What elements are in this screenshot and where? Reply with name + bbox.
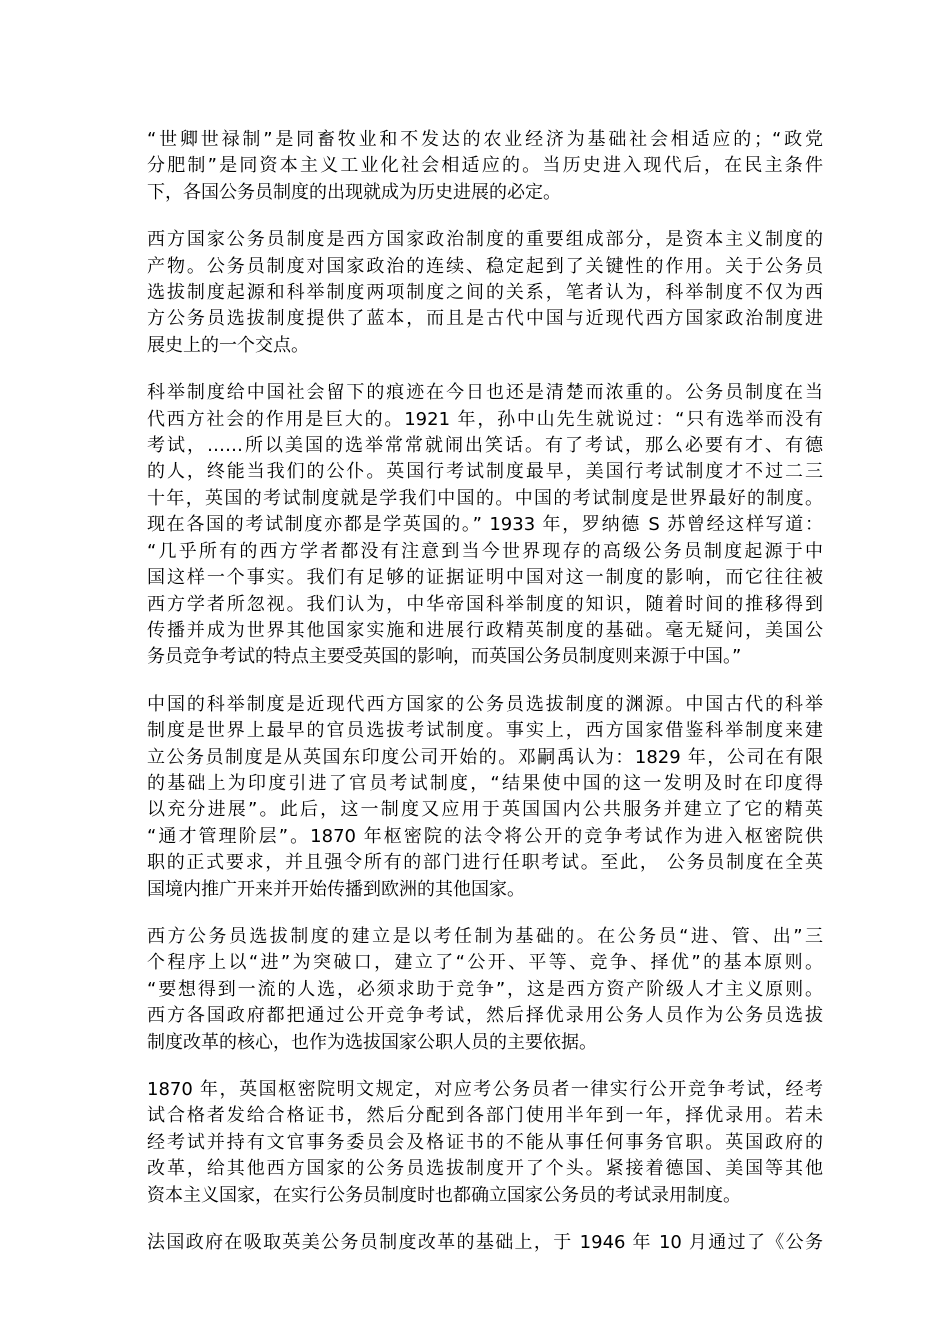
text-line: 选拔制度起源和科举制度两项制度之间的关系，笔者认为，科举制度不仅为西 [147,282,823,304]
text-line: 的人，终能当我们的公仆。英国行考试制度最早，美国行考试制度才不过二三 [147,461,823,483]
paragraph-4 [147,692,823,903]
text-line: “通才管理阶层”。1870 年枢密院的法令将公开的竞争考试作为进入枢密院供 [147,825,823,847]
text-line: 职的正式要求，并且强令所有的部门进行任职考试。至此， 公务员制度在全英 [147,852,823,874]
paragraph-2 [147,227,823,359]
text-line: 现在各国的考试制度亦都是学英国的。” 1933 年，罗纳德 S 苏曾经这样写道： [147,514,823,536]
text-line: “世卿世禄制”是同畜牧业和不发达的农业经济为基础社会相适应的；“政党 [147,129,823,150]
text-line: 西方学者所忽视。我们认为，中华帝国科举制度的知识，随着时间的推移得到 [147,593,823,615]
text-line: 以充分进展”。此后，这一制度又应用于英国国内公共服务并建立了它的精英 [147,799,823,821]
document-body [147,127,823,1277]
text-line: 的基础上为印度引进了官员考试制度，“结果使中国的这一发明及时在印度得 [147,772,823,794]
text-line: 个程序上以“进”为突破口，建立了“公开、平等、竞争、择优”的基本原则。 [147,952,823,974]
paragraph-1 [147,127,823,206]
text-line: 试合格者发给合格证书，然后分配到各部门使用半年到一年，择优录用。若未 [147,1105,823,1127]
paragraph-6 [147,1077,823,1209]
text-line: 1870 年，英国枢密院明文规定，对应考公务员者一律实行公开竞争考试，经考 [147,1079,823,1100]
text-line: 展史上的一个交点。 [147,334,309,356]
text-line: 代西方社会的作用是巨大的。1921 年，孙中山先生就说过：“只有选举而没有 [147,408,823,430]
text-line: 下，各国公务员制度的出现就成为历史进展的必定。 [147,181,561,203]
text-line: 方公务员选拔制度提供了蓝本，而且是古代中国与近现代西方国家政治制度进 [147,308,823,330]
text-line: 西方公务员选拔制度的建立是以考任制为基础的。在公务员“进、管、出”三 [147,925,823,947]
text-line: 国境内推广开来并开始传播到欧洲的其他国家。 [147,878,525,900]
text-line: 国这样一个事实。我们有足够的证据证明中国对这一制度的影响，而它往往被 [147,567,823,589]
text-line: 改革，给其他西方国家的公务员选拔制度开了个头。紧接着德国、美国等其他 [147,1158,823,1180]
text-line: 科举制度给中国社会留下的痕迹在今日也还是清楚而浓重的。公务员制度在当 [147,382,823,404]
text-line: 制度是世界上最早的官员选拔考试制度。事实上，西方国家借鉴科举制度来建 [147,720,823,742]
text-line: 传播并成为世界其他国家实施和进展行政精英制度的基础。毫无疑问，美国公 [147,619,823,641]
text-line: 资本主义国家，在实行公务员制度时也都确立国家公务员的考试录用制度。 [147,1184,741,1206]
text-line: “要想得到一流的人选，必须求助于竞争”，这是西方资产阶级人才主义原则。 [147,978,823,1000]
text-line: 十年，英国的考试制度就是学我们中国的。中国的考试制度是世界最好的制度。 [147,487,823,509]
text-line: 产物。公务员制度对国家政治的连续、稳定起到了关键性的作用。关于公务员 [147,255,823,277]
text-line: 分肥制”是同资本主义工业化社会相适应的。当历史进入现代后，在民主条件 [147,155,823,177]
text-line: 务员竞争考试的特点主要受英国的影响，而英国公务员制度则来源于中国。” [147,646,742,668]
text-line: 考试，……所以美国的选举常常就闹出笑话。有了考试，那么必要有才、有德 [147,435,823,457]
text-line: 中国的科举制度是近现代西方国家的公务员选拔制度的渊源。中国古代的科举 [147,693,823,715]
text-line: 立公务员制度是从英国东印度公司开始的。邓嗣禹认为：1829 年，公司在有限 [147,746,823,768]
text-line: 制度改革的核心，也作为选拔国家公职人员的主要依据。 [147,1031,597,1053]
text-line: 西方各国政府都把通过公开竞争考试，然后择优录用公务人员作为公务员选拔 [147,1005,823,1027]
text-line: 法国政府在吸取英美公务员制度改革的基础上，于 1946 年 10 月通过了《公务 [147,1232,823,1254]
paragraph-5 [147,924,823,1056]
paragraph-3 [147,380,823,670]
paragraph-7 [147,1230,823,1256]
text-line: 经考试并持有文官事务委员会及格证书的不能从事任何事务官职。英国政府的 [147,1131,823,1153]
text-line: 西方国家公务员制度是西方国家政治制度的重要组成部分，是资本主义制度的 [147,229,823,251]
text-line: “几乎所有的西方学者都没有注意到当今世界现存的高级公务员制度起源于中 [147,540,823,562]
